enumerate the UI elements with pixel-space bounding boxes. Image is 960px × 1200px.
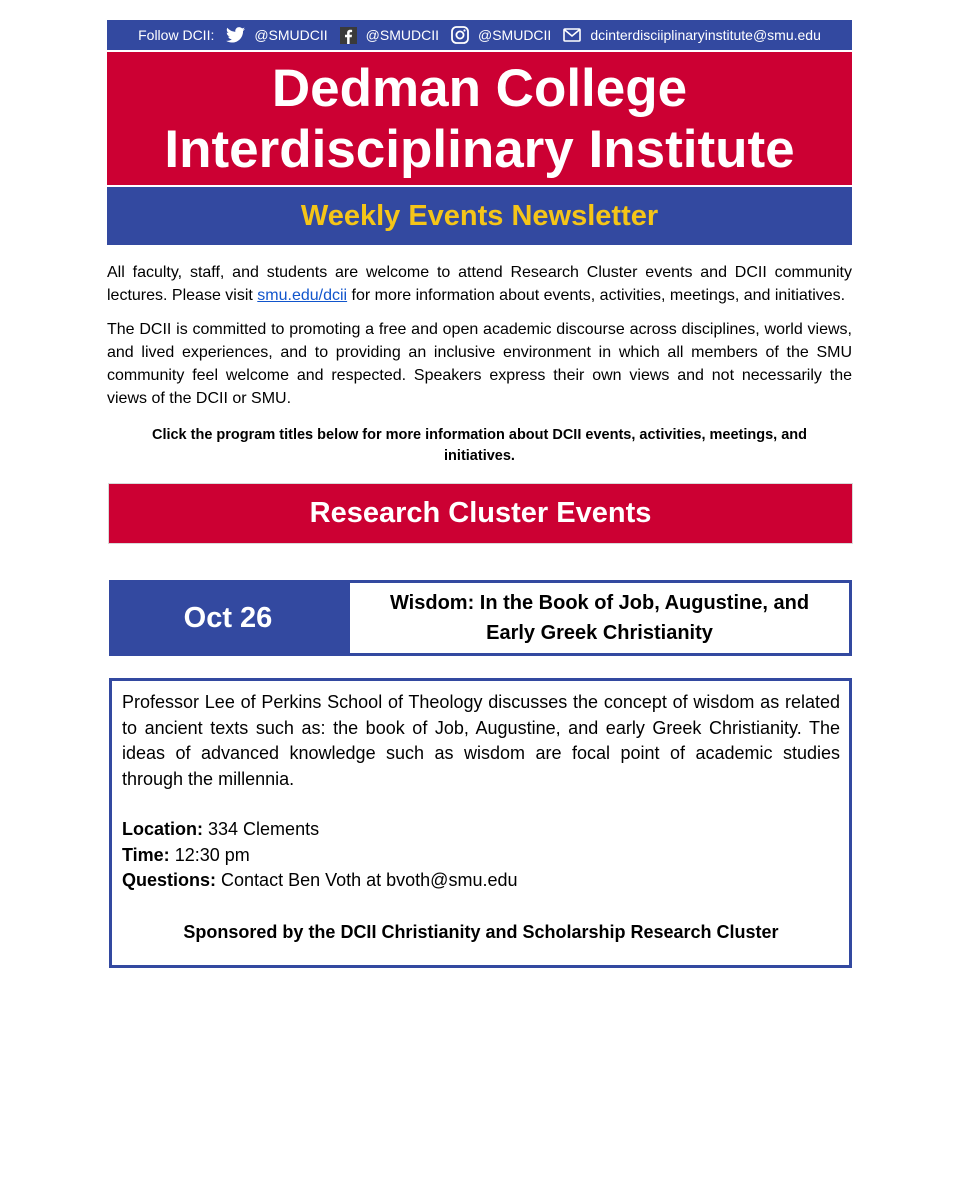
newsletter-subtitle [107,187,852,245]
location-value: 334 Clements [208,819,320,839]
dcii-website-link[interactable]: smu.edu/dcii [257,287,348,304]
event-title-link[interactable]: Wisdom: In the Book of Job, Augustine, and Early Greek Christianity [347,580,852,656]
email-link[interactable] [563,27,821,43]
twitter-handle: @SMUDCII [254,27,328,43]
intro-text-after: for more information about events, activities, meetings, and initiatives. [347,287,846,304]
social-bar [107,20,852,50]
event-details-box [109,678,852,968]
newsletter [107,20,852,968]
time-value: 12:30 pm [174,844,250,865]
facebook-link[interactable] [340,27,439,44]
questions-label: Questions: [122,870,217,890]
subtitle-text: Weekly Events Newsletter [300,199,659,232]
intro-text-before: All faculty, staff, and students are welcome to attend Research Cluster events and DCII community lectures. Please visit [107,264,852,304]
instagram-handle: @SMUDCII [478,27,552,43]
title-line-1: Dedman College [271,58,688,118]
event-questions [122,868,840,894]
email-address: dcinterdisciiplinaryinstitute@smu.edu [590,27,821,43]
intro-section [107,261,852,410]
event-details [122,817,840,894]
twitter-icon [226,27,245,43]
event-time [122,843,840,869]
institute-title [107,52,852,185]
follow-label: Follow DCII: [138,27,215,43]
instagram-icon [451,26,469,44]
section-heading [108,483,853,544]
time-label: Time: [122,844,170,865]
event-sponsor: Sponsored by the DCII Christianity and Scholarship Research Cluster [183,921,779,942]
event-location [122,817,840,843]
facebook-handle: @SMUDCII [365,27,439,43]
intro-paragraph-2: The DCII is committed to promoting a free and open academic discourse across disciplines, world views, and lived experiences, and to providing an inclusive environment in which all members of the SMU community feel welcome and respected. Speakers express their own views and not necessarily the views of the DCII or SMU. [107,321,852,407]
location-label: Location: [122,819,203,839]
click-note: Click the program titles below for more information about DCII events, activities, meetings, and initiatives. [151,427,808,464]
event-header [109,580,852,656]
event-description: Professor Lee of Perkins School of Theology discusses the concept of wisdom as related to ancient texts such as: the book of Job, Augustine, and early Greek Christianity. The ideas of advanced knowledge such as wisdom are focal point of academic studies through the millennia. [122,692,840,789]
title-line-2: Interdisciplinary Institute [164,119,795,179]
instagram-link[interactable] [451,26,551,44]
facebook-icon [340,27,357,44]
mail-icon [563,28,581,42]
event-date: Oct 26 [109,580,347,656]
questions-value: Contact Ben Voth at bvoth@smu.edu [221,870,518,890]
intro-paragraph-1 [107,261,852,307]
section-heading-text: Research Cluster Events [309,497,652,529]
twitter-link[interactable] [226,27,327,43]
